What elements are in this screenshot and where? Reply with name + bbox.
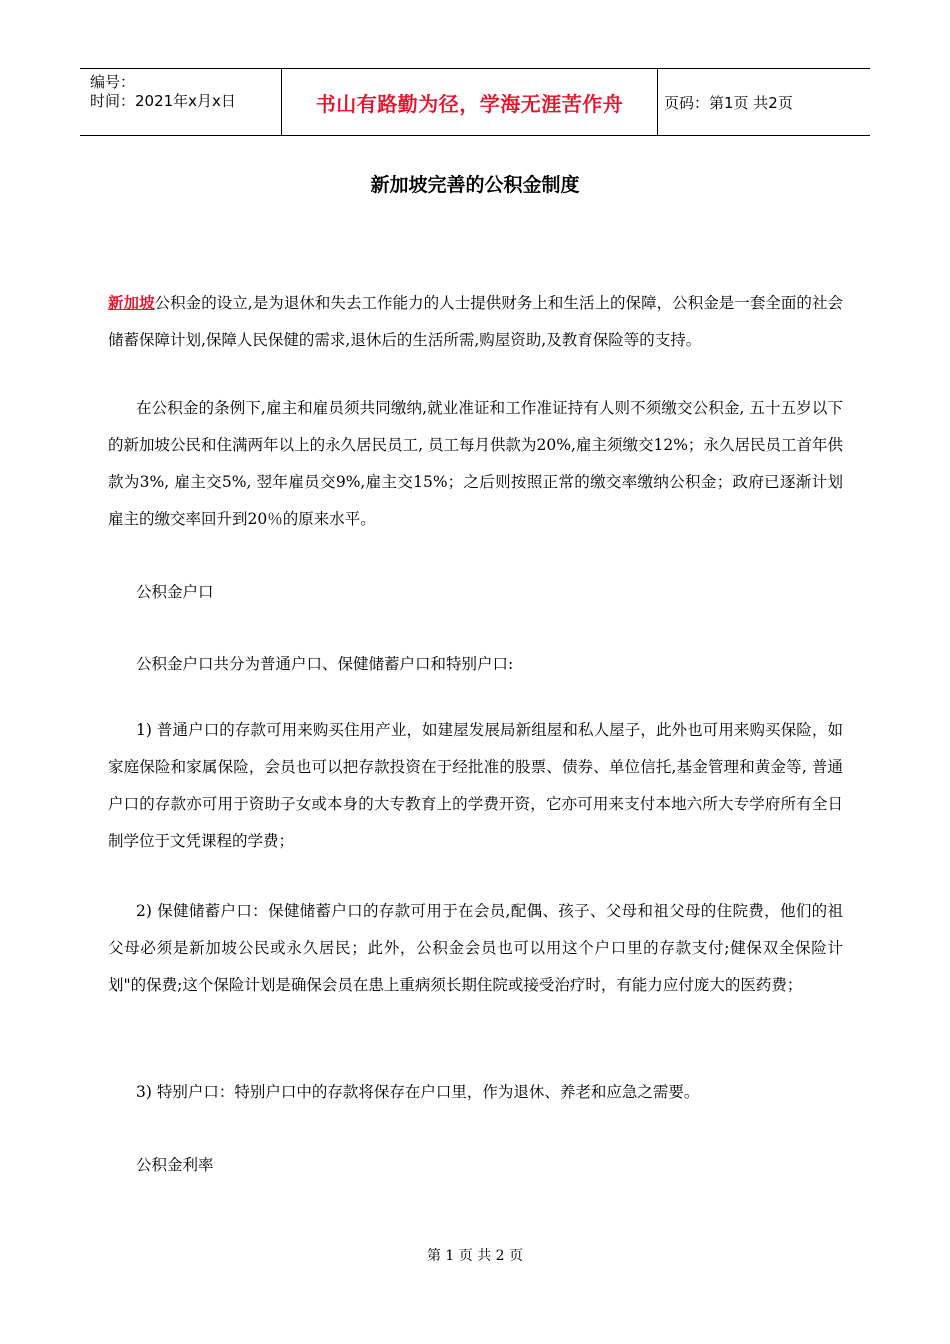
number-label: 编号：: [90, 73, 136, 91]
paragraph-special-account-text: 3) 特别户口：特别户口中的存款将保存在户口里，作为退休、养老和应急之需要。: [136, 1083, 700, 1101]
heading-accounts-text: 公积金户口: [136, 583, 214, 601]
paragraph-ordinary-account: [108, 712, 843, 860]
header-page-info: 页码：第1页 共2页: [664, 93, 793, 112]
singapore-link[interactable]: 新加坡: [108, 294, 155, 312]
paragraph-ordinary-account-text: 1) 普通户口的存款可用来购买住用产业，如建屋发展局新组屋和私人屋子，此外也可用来购买保险，如家庭保险和家属保险，会员也可以把存款投资在于经批准的股票、债券、单位信托,基金管理和黄金等, 普通户口的存款亦可用于资助子女或本身的大专教育上的学费开资，它亦可用来支付本地六所大专学府所有全日制学位于文凭课程的学费；: [108, 721, 843, 850]
heading-rates-text: 公积金利率: [136, 1156, 214, 1174]
paragraph-special-account: [108, 1074, 843, 1111]
paragraph-intro: [108, 285, 843, 359]
document-title: 新加坡完善的公积金制度: [370, 174, 580, 196]
paragraph-contribution-text: 在公积金的条例下,雇主和雇员须共同缴纳,就业准证和工作准证持有人则不须缴交公积金, 五十五岁以下的新加坡公民和住满两年以上的永久居民员工, 员工每月供款为20%,雇主须缴交12%；永久居民员工首年供款为3%, 雇主交5%, 翌年雇员交9%,雇主交15%；之后则按照正常的缴交率缴纳公积金；政府已逐渐计划雇主的缴交率回升到20％的原来水平。: [108, 399, 843, 528]
paragraph-account-types: [108, 646, 843, 683]
footer-page-info: 第 1 页 共 2 页: [426, 1248, 524, 1264]
paragraph-medisave-account-text: 2) 保健储蓄户口：保健储蓄户口的存款可用于在会员,配偶、孩子、父母和祖父母的住院费，他们的祖父母必须是新加坡公民或永久居民；此外，公积金会员也可以用这个户口里的存款支付;健保双全保险计划"的保费;这个保险计划是确保会员在患上重病须长期住院或接受治疗时，有能力应付庞大的医药费；: [108, 902, 843, 994]
time-label: 时间：2021年x月x日: [90, 92, 236, 110]
heading-rates: [108, 1147, 843, 1184]
paragraph-account-types-text: 公积金户口共分为普通户口、保健储蓄户口和特别户口:: [136, 655, 514, 673]
header-motto: 书山有路勤为径，学海无涯苦作舟: [282, 69, 658, 135]
paragraph-medisave-account: [108, 893, 843, 1004]
paragraph-intro-text: 公积金的设立,是为退休和失去工作能力的人士提供财务上和生活上的保障，公积金是一套全面的社会储蓄保障计划,保障人民保健的需求,退休后的生活所需,购屋资助,及教育保险等的支持。: [108, 294, 843, 349]
heading-accounts: [108, 574, 843, 611]
paragraph-contribution: [108, 390, 843, 538]
header-left-cell: [80, 69, 282, 135]
header-table: [80, 68, 870, 136]
